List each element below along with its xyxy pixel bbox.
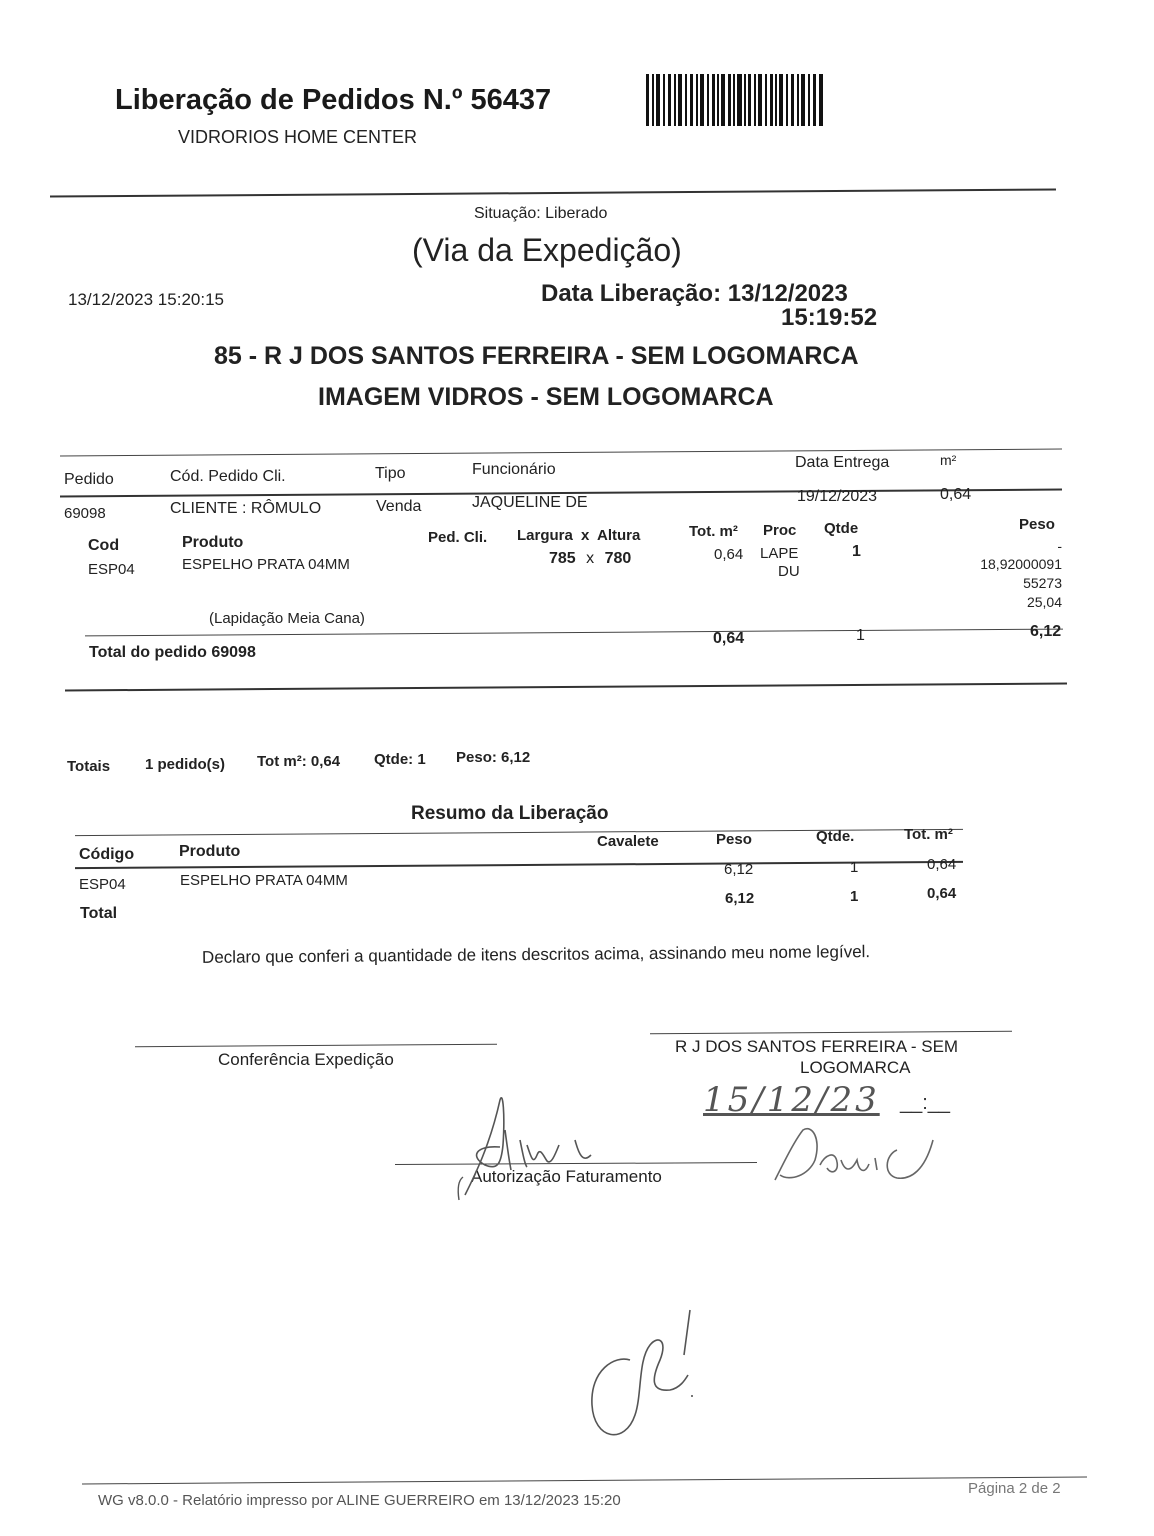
totals-label: Totais <box>67 758 111 775</box>
item-proc-line1: LAPE <box>760 545 799 562</box>
col-header-cod-pedido-cli: Cód. Pedido Cli. <box>170 468 286 485</box>
order-total-m2: 0,64 <box>713 630 745 647</box>
barcode <box>646 72 824 128</box>
footer-rule <box>82 1476 1087 1484</box>
order-total-rule <box>85 629 1063 637</box>
summary-codigo: ESP04 <box>79 876 126 893</box>
document-title: Liberação de Pedidos N.º 56437 <box>115 84 552 116</box>
item-header-x: x <box>581 527 590 544</box>
copy-type: (Via da Expedição) <box>412 232 682 268</box>
summary-qtde: 1 <box>850 859 859 876</box>
summary-header-cavalete: Cavalete <box>597 833 659 850</box>
summary-total-qtde: 1 <box>850 888 859 905</box>
summary-peso: 6,12 <box>724 861 754 878</box>
customer-subname: IMAGEM VIDROS - SEM LOGOMARCA <box>318 383 774 411</box>
totals-qtde: Qtde: 1 <box>374 751 426 768</box>
order-data-entrega: 19/12/2023 <box>797 488 878 505</box>
handwritten-date: 15/12/23 <box>703 1080 880 1120</box>
item-header-dimensions <box>517 527 640 544</box>
signature-label-left: Conferência Expedição <box>218 1050 394 1069</box>
footer-page: Página 2 de 2 <box>968 1480 1061 1497</box>
order-funcionario: JAQUELINE DE <box>472 494 588 511</box>
item-peso-dash: - <box>1057 538 1062 554</box>
summary-produto: ESPELHO PRATA 04MM <box>180 872 348 889</box>
item-qtde: 1 <box>852 543 861 560</box>
header-divider <box>50 188 1056 197</box>
order-table-bottom-rule <box>65 683 1067 692</box>
summary-header-peso: Peso <box>716 831 752 848</box>
summary-tot-m2: 0,64 <box>927 856 957 873</box>
summary-header-codigo: Código <box>79 846 135 863</box>
signature-label-center: Autorização Faturamento <box>471 1167 662 1186</box>
summary-header-tot-m2: Tot. m² <box>904 826 953 843</box>
totals-peso: Peso: 6,12 <box>456 749 531 766</box>
item-proc-line2: DU <box>778 563 800 580</box>
item-peso-line3: 25,04 <box>1026 594 1062 610</box>
item-header-peso: Peso <box>1019 516 1055 533</box>
col-header-pedido: Pedido <box>64 471 114 488</box>
item-x: x <box>586 550 595 567</box>
signature-line-right <box>650 1031 1012 1035</box>
col-header-funcionario: Funcionário <box>472 461 556 478</box>
company-name: VIDRORIOS HOME CENTER <box>178 127 418 147</box>
order-total-peso: 6,12 <box>1030 623 1062 640</box>
item-header-proc: Proc <box>763 522 797 539</box>
col-header-tipo: Tipo <box>375 465 406 482</box>
status-label: Situação: Liberado <box>474 205 608 222</box>
order-total-qtde: 1 <box>856 627 865 644</box>
item-note: (Lapidação Meia Cana) <box>209 610 365 627</box>
item-dimensions <box>549 550 631 568</box>
order-pedido: 69098 <box>64 505 106 522</box>
item-header-qtde: Qtde <box>824 520 859 537</box>
item-header-largura: Largura <box>517 527 573 544</box>
item-altura: 780 <box>604 550 632 567</box>
totals-tot-m2: Tot m²: 0,64 <box>257 753 341 770</box>
item-largura: 785 <box>549 550 576 567</box>
item-peso-line1: 18,92000091 <box>980 556 1062 572</box>
print-datetime: 13/12/2023 15:20:15 <box>68 290 224 309</box>
summary-total-tot-m2: 0,64 <box>927 885 957 902</box>
order-total-label: Total do pedido 69098 <box>89 644 256 661</box>
order-tipo: Venda <box>376 498 422 515</box>
totals-pedidos: 1 pedido(s) <box>145 756 226 773</box>
item-peso-line2: 55273 <box>1023 575 1062 591</box>
item-cod: ESP04 <box>88 561 135 578</box>
order-cod-pedido-cli: CLIENTE : RÔMULO <box>170 500 322 517</box>
customer-name: 85 - R J DOS SANTOS FERREIRA - SEM LOGOMARCA <box>214 342 859 370</box>
item-header-altura: Altura <box>597 527 641 544</box>
signature-label-right-line1: R J DOS SANTOS FERREIRA - SEM <box>675 1037 959 1056</box>
declaration-text: Declaro que conferi a quantidade de itens descritos acima, assinando meu nome legível. <box>201 942 871 967</box>
release-date: 13/12/2023 <box>727 280 848 307</box>
signature-aline <box>445 1085 615 1205</box>
order-m2: 0,64 <box>940 486 972 503</box>
item-tot-m2: 0,64 <box>714 546 744 563</box>
item-header-cod: Cod <box>88 537 120 554</box>
signature-line-left <box>135 1044 497 1048</box>
footer-printed-by: WG v8.0.0 - Relatório impresso por ALINE GUERREIRO em 13/12/2023 15:20 <box>98 1492 621 1509</box>
release-time: 15:19:52 <box>781 304 878 331</box>
summary-title: Resumo da Liberação <box>411 803 609 824</box>
summary-header-rule <box>75 861 963 869</box>
summary-header-qtde: Qtde. <box>816 828 855 845</box>
release-label: Data Liberação: <box>541 280 722 307</box>
summary-header-produto: Produto <box>179 843 241 860</box>
signature-daniel <box>765 1120 945 1190</box>
time-blank: __:__ <box>900 1092 951 1114</box>
col-header-data-entrega: Data Entrega <box>795 454 890 471</box>
signature-label-right-line2: LOGOMARCA <box>800 1058 911 1077</box>
summary-total-peso: 6,12 <box>725 890 755 907</box>
item-header-produto: Produto <box>182 534 244 551</box>
item-produto: ESPELHO PRATA 04MM <box>182 556 350 573</box>
order-table-top-rule <box>60 449 1062 457</box>
summary-total-label: Total <box>80 905 118 922</box>
col-header-m2: m² <box>940 452 957 468</box>
item-header-tot-m2: Tot. m² <box>689 523 738 540</box>
item-header-ped-cli: Ped. Cli. <box>428 529 488 546</box>
handwritten-ok-mark <box>580 1300 710 1450</box>
